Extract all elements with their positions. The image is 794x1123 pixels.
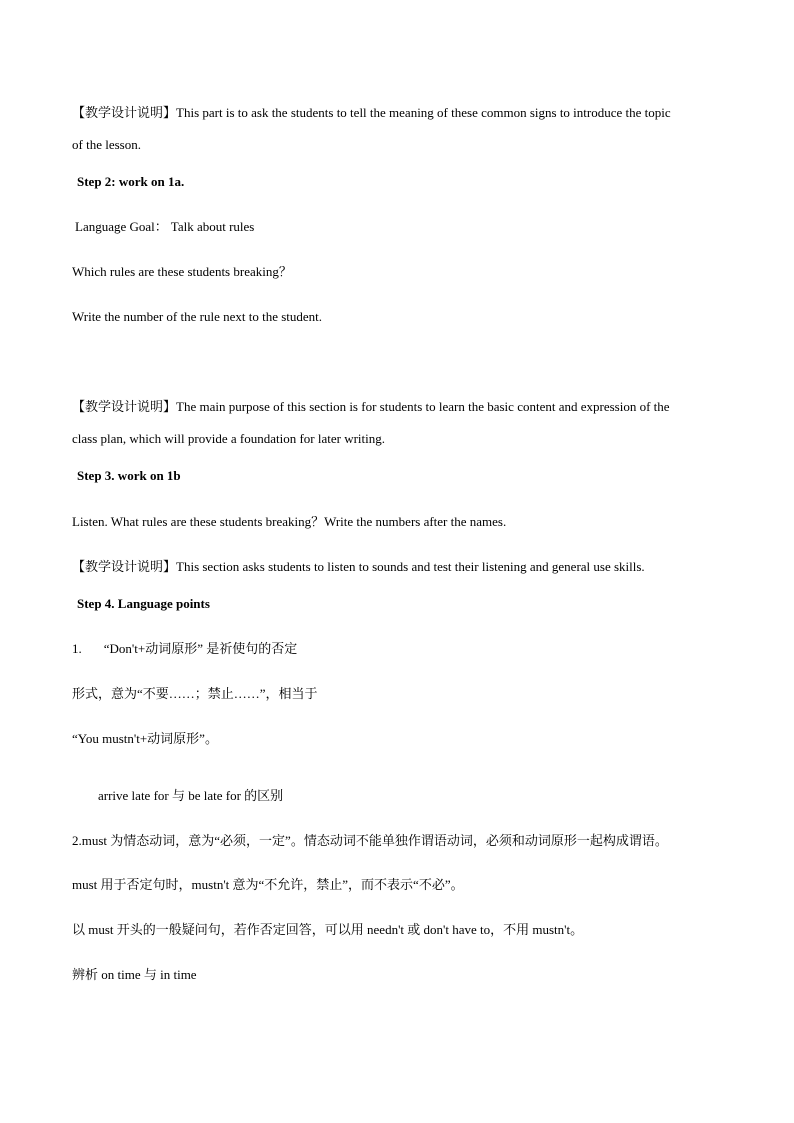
- point-2-line-3: 以 must 开头的一般疑问句，若作否定回答，可以用 needn't 或 don't have to，不用 mustn't。: [72, 922, 584, 937]
- design-note-text: The main purpose of this section is for students to learn the basic content and expression of the: [176, 399, 670, 414]
- distinguish-on-time-in-time: 辨析 on time 与 in time: [72, 967, 197, 982]
- design-note-1-continued: of the lesson.: [72, 137, 141, 152]
- question-rules-breaking: Which rules are these students breaking？: [72, 264, 292, 279]
- point-1: [72, 641, 297, 657]
- point-text: “Don't+动词原形” 是祈使句的否定: [103, 641, 298, 656]
- design-note-text: This part is to ask the students to tell the meaning of these common signs to introduce the topic: [176, 105, 671, 120]
- design-note-tag: 【教学设计说明】: [72, 560, 177, 575]
- language-goal: Language Goal： Talk about rules: [75, 219, 255, 234]
- design-note-2: [72, 399, 670, 416]
- point-1-line-2: 形式，意为“不要……；禁止……”，相当于: [72, 686, 318, 701]
- point-1-line-3: “You mustn't+动词原形”。: [72, 731, 218, 746]
- arrive-late-note: arrive late for 与 be late for 的区别: [98, 788, 284, 803]
- design-note-text: This section asks students to listen to sounds and test their listening and general use skills.: [176, 559, 645, 574]
- point-2-line-2: must 用于否定句时，mustn't 意为“不允许，禁止”，而不表示“不必”。: [72, 877, 464, 892]
- design-note-2-continued: class plan, which will provide a foundation for later writing.: [72, 431, 386, 446]
- design-note-tag: 【教学设计说明】: [72, 106, 177, 121]
- step4-heading: Step 4. Language points: [77, 596, 210, 611]
- design-note-1: [72, 105, 671, 122]
- listen-instruction: Listen. What rules are these students breaking？Write the numbers after the names.: [72, 514, 507, 529]
- step2-heading: Step 2: work on 1a.: [77, 174, 185, 189]
- point-number: 1.: [72, 641, 82, 656]
- point-2-line-1: 2.must 为情态动词，意为“必须，一定”。情态动词不能单独作谓语动词，必须和动词原形一起构成谓语。: [72, 833, 668, 848]
- instruction-write-number: Write the number of the rule next to the student.: [72, 309, 323, 324]
- design-note-tag: 【教学设计说明】: [72, 400, 177, 415]
- step3-heading: Step 3. work on 1b: [77, 468, 181, 483]
- design-note-3: [72, 559, 645, 576]
